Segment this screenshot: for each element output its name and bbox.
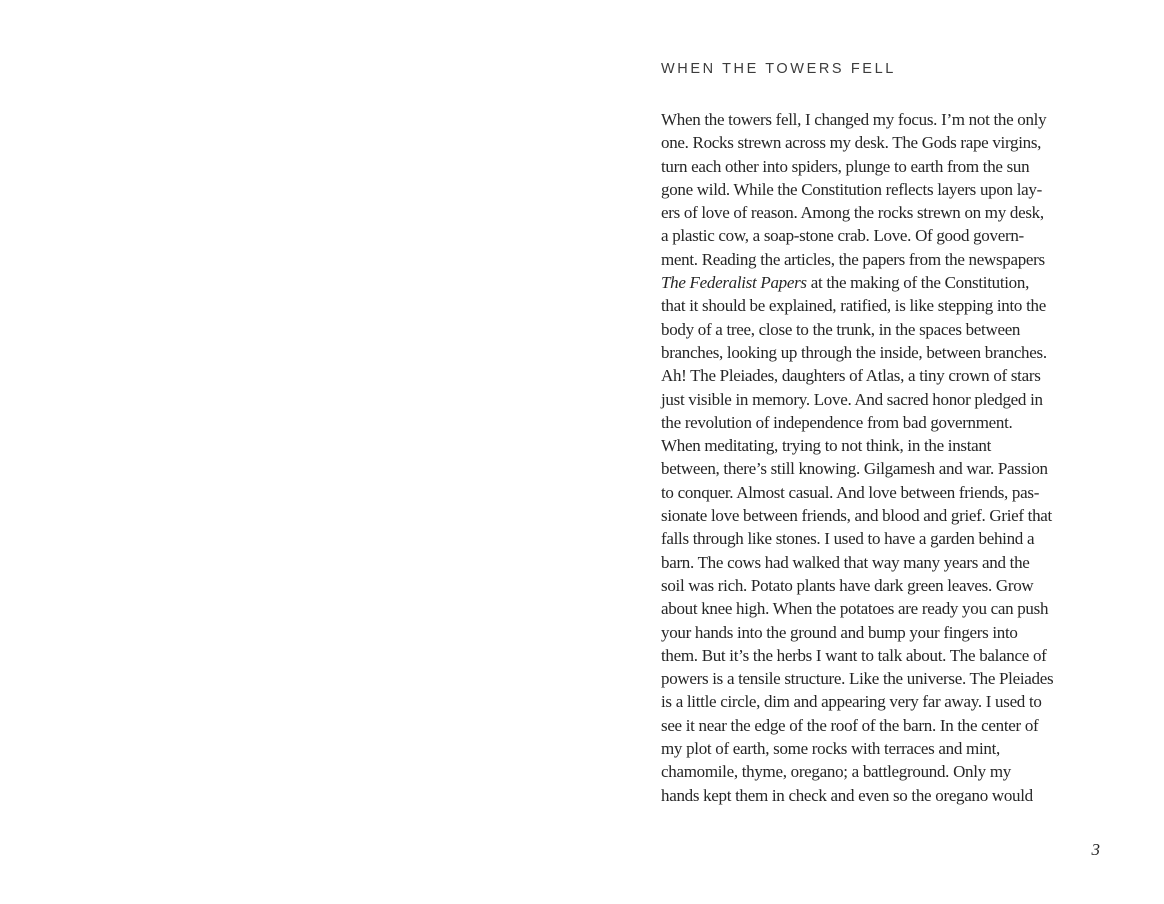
page-title: WHEN THE TOWERS FELL [661,61,896,77]
poem-line: falls through like stones. I used to have a garden behind a [661,529,1035,549]
poem-line: that it should be explained, ratified, is like stepping into the [661,296,1046,316]
poem-line: barn. The cows had walked that way many years and the [661,552,1030,572]
poem-line: the revolution of independence from bad government. [661,412,1013,432]
poem-line: ers of love of reason. Among the rocks strewn on my desk, [661,203,1044,223]
poem-line: them. But it’s the herbs I want to talk about. The balance of [661,645,1047,665]
poem-line: your hands into the ground and bump your fingers into [661,622,1018,642]
poem-line: see it near the edge of the roof of the barn. In the center of [661,715,1039,735]
poem-body [661,108,1113,807]
poem-line: turn each other into spiders, plunge to earth from the sun [661,156,1030,176]
poem-line: gone wild. While the Constitution reflects layers upon lay- [661,179,1042,199]
page-number: 3 [1091,840,1100,859]
poem-line: powers is a tensile structure. Like the universe. The Pleiades [661,669,1054,689]
poem-line: my plot of earth, some rocks with terraces and mint, [661,739,1000,759]
poem-line: branches, looking up through the inside, between branches. [661,342,1047,362]
poem-line: sionate love between friends, and blood and grief. Grief that [661,506,1052,526]
poem-line: one. Rocks strewn across my desk. The Gods rape virgins, [661,133,1042,153]
poem-line: about knee high. When the potatoes are ready you can push [661,599,1049,619]
poem-line: to conquer. Almost casual. And love between friends, pas- [661,482,1040,502]
poem-line: Ah! The Pleiades, daughters of Atlas, a tiny crown of stars [661,366,1041,386]
poem-line: body of a tree, close to the trunk, in the spaces between [661,319,1021,339]
poem-line: hands kept them in check and even so the oregano would [661,785,1033,805]
poem-line: between, there’s still knowing. Gilgamesh and war. Passion [661,459,1048,479]
poem-line: just visible in memory. Love. And sacred honor pledged in [661,389,1043,409]
poem-line: soil was rich. Potato plants have dark green leaves. Grow [661,575,1034,595]
poem-line: When the towers fell, I changed my focus. I’m not the only [661,110,1047,129]
poem-line: chamomile, thyme, oregano; a battleground. Only my [661,762,1011,782]
poem-line: is a little circle, dim and appearing very far away. I used to [661,692,1042,712]
poem-line: a plastic cow, a soap-stone crab. Love. Of good govern- [661,226,1024,246]
poem-line: When meditating, trying to not think, in the instant [661,436,992,456]
poem-line: The Federalist Papers at the making of the Constitution, [661,273,1030,293]
poem-line: ment. Reading the articles, the papers from the newspapers [661,249,1045,269]
